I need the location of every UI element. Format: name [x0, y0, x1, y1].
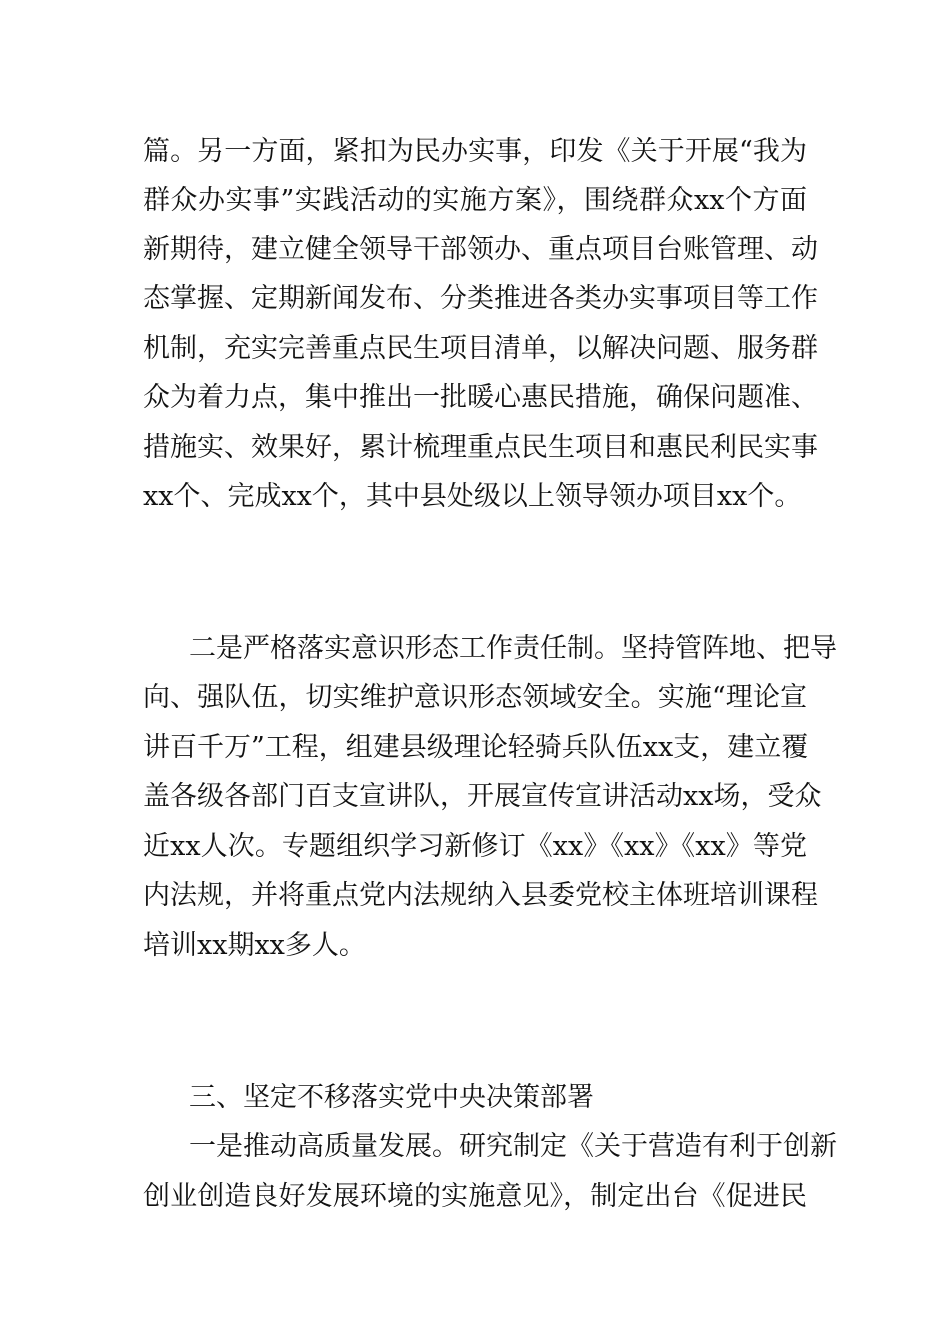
- text-line: xx个、完成xx个，其中县处级以上领导领办项目xx个。: [143, 481, 802, 512]
- text-line: 讲百千万”工程，组建县级理论轻骑兵队伍xx支，建立覆: [143, 732, 809, 763]
- text-line: 态掌握、定期新闻发布、分类推进各类办实事项目等工作: [143, 283, 818, 314]
- text-line: 培训xx期xx多人。: [143, 930, 366, 961]
- text-line: 盖各级各部门百支宣讲队，开展宣传宣讲活动xx场，受众: [143, 781, 822, 812]
- text-line: 近xx人次。专题组织学习新修订《xx》《xx》《xx》等党: [143, 831, 807, 862]
- text-line: 篇。另一方面，紧扣为民办实事，印发《关于开展“我为: [143, 136, 807, 167]
- text-line: 群众办实事”实践活动的实施方案》，围绕群众xx个方面: [143, 185, 807, 216]
- text-line: 一是推动高质量发展。研究制定《关于营造有利于创新: [189, 1131, 837, 1162]
- text-line: 措施实、效果好，累计梳理重点民生项目和惠民利民实事: [143, 432, 818, 463]
- text-line: 众为着力点，集中推出一批暖心惠民措施，确保问题准、: [143, 382, 818, 413]
- text-line: 创业创造良好发展环境的实施意见》，制定出台《促进民: [143, 1181, 807, 1212]
- text-line: 机制，充实完善重点民生项目清单，以解决问题、服务群: [143, 333, 818, 364]
- text-line: 内法规，并将重点党内法规纳入县委党校主体班培训课程: [143, 880, 818, 911]
- text-line: 向、强队伍，切实维护意识形态领域安全。实施“理论宣: [143, 682, 807, 713]
- text-line: 新期待，建立健全领导干部领办、重点项目台账管理、动: [143, 234, 818, 265]
- section-heading: 三、坚定不移落实党中央决策部署: [189, 1082, 594, 1113]
- text-line: 二是严格落实意识形态工作责任制。坚持管阵地、把导: [189, 633, 837, 664]
